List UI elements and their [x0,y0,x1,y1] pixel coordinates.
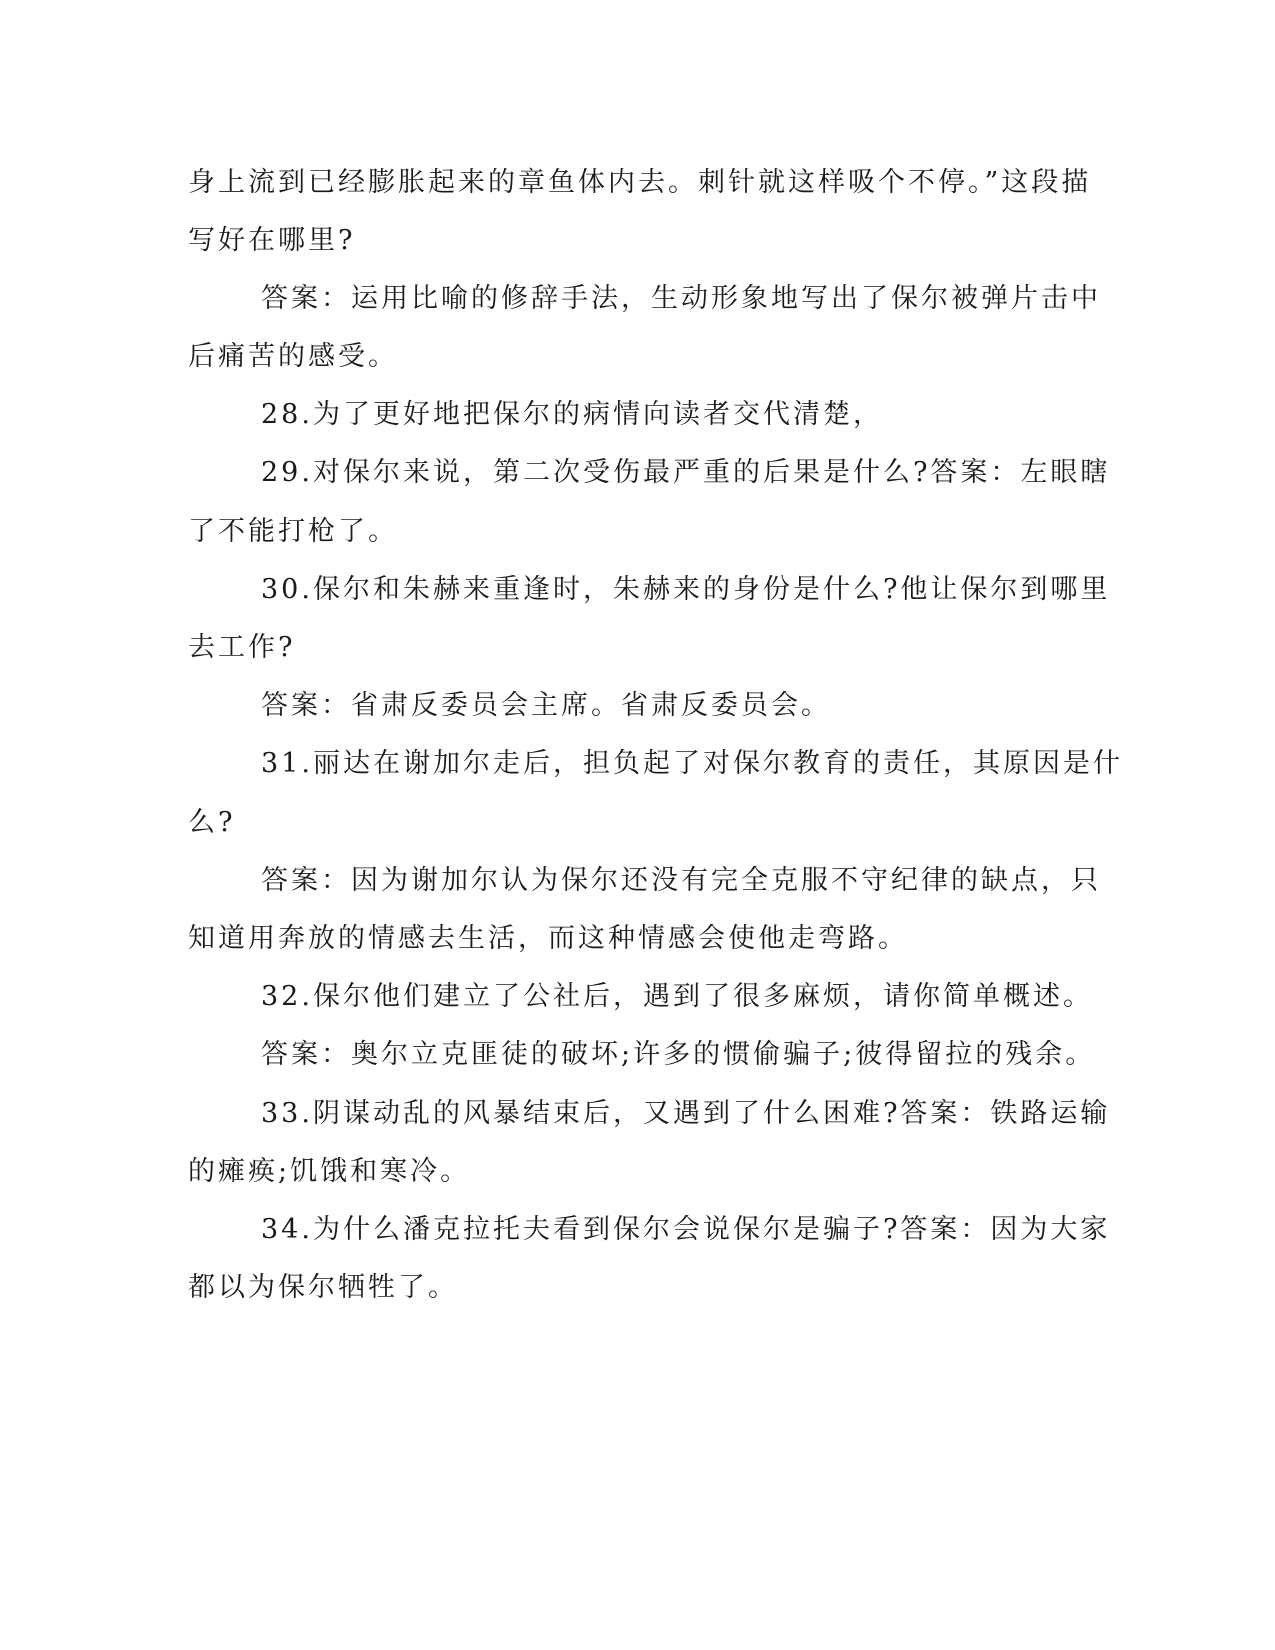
text-line: 写好在哪里? [188,225,356,256]
text-line: 32.保尔他们建立了公社后，遇到了很多麻烦，请你简单概述。 [261,981,1093,1012]
text-line: 答案：奥尔立克匪徒的破坏;许多的惯偷骗子;彼得留拉的残余。 [261,1039,1096,1070]
text-line: 30.保尔和朱赫来重逢时，朱赫来的身份是什么?他让保尔到哪里 [261,574,1111,605]
text-line: 后痛苦的感受。 [188,341,398,372]
text-line: 31.丽达在谢加尔走后，担负起了对保尔教育的责任，其原因是什 [261,748,1123,779]
text-line: 答案：因为谢加尔认为保尔还没有完全克服不守纪律的缺点，只 [261,865,1101,896]
text-line: 知道用奔放的情感去生活，而这种情感会使他走弯路。 [188,923,908,954]
text-line: 了不能打枪了。 [188,516,398,547]
text-line: 33.阴谋动乱的风暴结束后，又遇到了什么困难?答案：铁路运输 [261,1098,1111,1129]
text-line: 28.为了更好地把保尔的病情向读者交代清楚， [261,399,883,430]
text-line: 去工作? [188,632,296,663]
text-line: 都以为保尔牺牲了。 [188,1272,458,1303]
text-line: 么? [188,807,236,838]
text-line: 答案：省肃反委员会主席。省肃反委员会。 [261,690,831,721]
text-line: 29.对保尔来说，第二次受伤最严重的后果是什么?答案：左眼瞎 [261,457,1111,488]
text-line: 34.为什么潘克拉托夫看到保尔会说保尔是骗子?答案：因为大家 [261,1214,1111,1245]
text-line: 答案：运用比喻的修辞手法，生动形象地写出了保尔被弹片击中 [261,283,1101,314]
text-line: 身上流到已经膨胀起来的章鱼体内去。刺针就这样吸个不停。”这段描 [188,167,1092,198]
text-line: 的瘫痪;饥饿和寒冷。 [188,1156,471,1187]
